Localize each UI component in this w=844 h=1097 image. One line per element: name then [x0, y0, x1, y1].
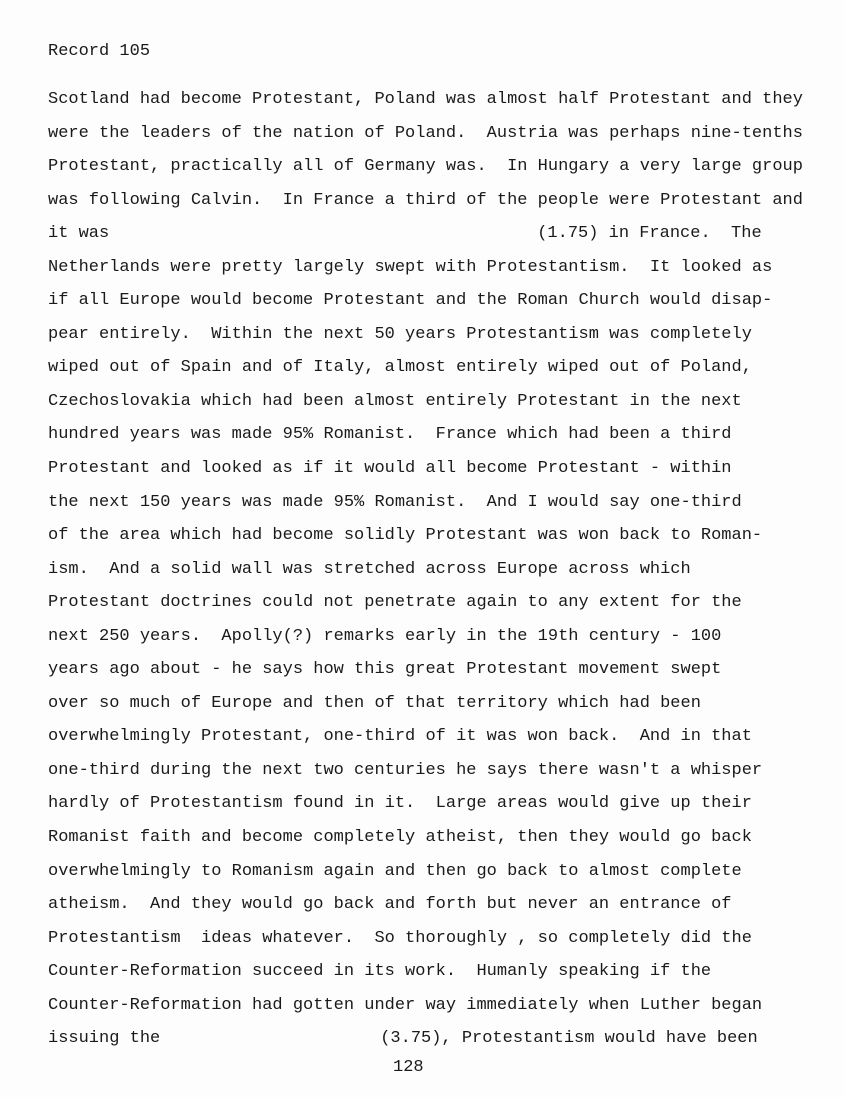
- text-line: wiped out of Spain and of Italy, almost entirely wiped out of Poland,: [48, 358, 752, 378]
- text-line: Counter-Reformation succeed in its work. Humanly speaking if the: [48, 962, 712, 982]
- text-line: Protestant, practically all of Germany was. In Hungary a very large group: [48, 157, 803, 177]
- text-line: pear entirely. Within the next 50 years Protestantism was completely: [48, 324, 752, 344]
- text-line: Romanist faith and become completely atheist, then they would go back: [48, 828, 752, 848]
- text-line: overwhelmingly to Romanism again and then go back to almost complete: [48, 861, 742, 881]
- text-line: over so much of Europe and then of that territory which had been: [48, 693, 701, 713]
- text-line: Scotland had become Protestant, Poland was almost half Protestant and they: [48, 90, 803, 109]
- text-line: Czechoslovakia which had been almost entirely Protestant in the next: [48, 391, 742, 411]
- text-line: of the area which had become solidly Protestant was won back to Roman-: [48, 526, 763, 546]
- text-line: one-third during the next two centuries he says there wasn't a whisper: [48, 760, 763, 780]
- text-line: the next 150 years was made 95% Romanist. And I would say one-third: [48, 492, 742, 512]
- text-line: overwhelmingly Protestant, one-third of it was won back. And in that: [48, 727, 752, 747]
- text-segment: issuing the: [48, 1029, 161, 1049]
- text-line: if all Europe would become Protestant and the Roman Church would disap-: [48, 291, 773, 311]
- text-line: Counter-Reformation had gotten under way immediately when Luther began: [48, 995, 763, 1015]
- text-line: Netherlands were pretty largely swept with Protestantism. It looked as: [48, 257, 773, 277]
- text-line: atheism. And they would go back and forth but never an entrance of: [48, 895, 732, 915]
- text-line: Protestant and looked as if it would all become Protestant - within: [48, 459, 732, 479]
- record-header: Record 105: [48, 42, 151, 61]
- text-segment: it was: [48, 224, 110, 244]
- text-line: were the leaders of the nation of Poland. Austria was perhaps nine-tenths: [48, 123, 803, 143]
- text-segment: (3.75), Protestantism would have been: [380, 1029, 758, 1049]
- text-line: hundred years was made 95% Romanist. France which had been a third: [48, 425, 732, 445]
- text-line: next 250 years. Apolly(?) remarks early in the 19th century - 100: [48, 626, 722, 646]
- text-line: ism. And a solid wall was stretched across Europe across which: [48, 559, 691, 579]
- text-line: Protestant doctrines could not penetrate again to any extent for the: [48, 593, 742, 613]
- text-line: years ago about - he says how this great Protestant movement swept: [48, 660, 722, 680]
- text-line: [48, 224, 803, 258]
- text-line: Protestantism ideas whatever. So thoroughly , so completely did the: [48, 928, 752, 948]
- text-line: [48, 1029, 803, 1063]
- page-number: 128: [393, 1058, 424, 1077]
- text-segment: (1.75) in France. The: [537, 224, 762, 244]
- text-line: was following Calvin. In France a third of the people were Protestant and: [48, 190, 803, 210]
- document-body: [48, 90, 803, 1063]
- text-line: hardly of Protestantism found in it. Large areas would give up their: [48, 794, 752, 814]
